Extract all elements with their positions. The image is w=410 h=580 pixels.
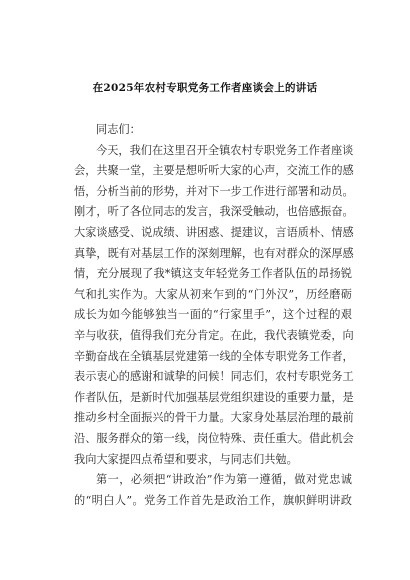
paragraph-line: 气和扎实作为。大家从初来乍到的“门外汉”，历经磨砺 [74,287,352,301]
paragraph-line: 推动乡村全面振兴的骨干力量。大家身处基层治理的最前 [74,411,354,425]
paragraph-line: 沿、服务群众的第一线，岗位特殊、责任重大。借此机会 [74,431,354,445]
paragraph-line: 辛勤奋战在全镇基层党建第一线的全体专职党务工作者， [74,349,354,363]
paragraph-line: 我向大家提四点希望和要求，与同志们共勉。 [74,452,298,466]
paragraph-line: 悟，分析当前的形势，并对下一步工作进行部署和动员。 [74,184,354,198]
paragraph-line: 刚才，听了各位同志的发言，我深受触动，也倍感振奋。 [74,205,354,219]
paragraph-line: 第一，必须把“讲政治”作为第一遵循，做对党忠诚 [96,473,352,487]
paragraph-line: 表示衷心的感谢和诚挚的问候！同志们，农村专职党务工 [74,370,354,384]
salutation: 同志们： [96,123,141,136]
paragraph-line: 作者队伍，是新时代加强基层党组织建设的重要力量，是 [74,390,354,404]
paragraph-line: 大家谈感受、说成绩、讲困惑、提建议，言语质朴、情感 [74,225,354,239]
paragraph-line: 的“明白人”。党务工作首先是政治工作，旗帜鲜明讲政 [74,493,352,507]
paragraph-line: 情，充分展现了我*镇这支年轻党务工作者队伍的昂扬锐 [74,267,352,281]
paragraph-line: 会，共聚一堂，主要是想听听大家的心声，交流工作的感 [74,164,354,178]
paragraph-line: 成长为如今能够独当一面的“行家里手”，这个过程的艰 [74,308,352,322]
paragraph-line: 真挚，既有对基层工作的深刻理解，也有对群众的深厚感 [74,246,354,260]
paragraph-line: 今天，我们在这里召开全镇农村专职党务工作者座谈 [96,143,354,157]
paragraph-line: 辛与收获，值得我们充分肯定。在此，我代表镇党委，向 [74,328,354,342]
document-title: 在2025年农村专职党务工作者座谈会上的讲话 [92,82,318,94]
document-body [74,120,352,511]
